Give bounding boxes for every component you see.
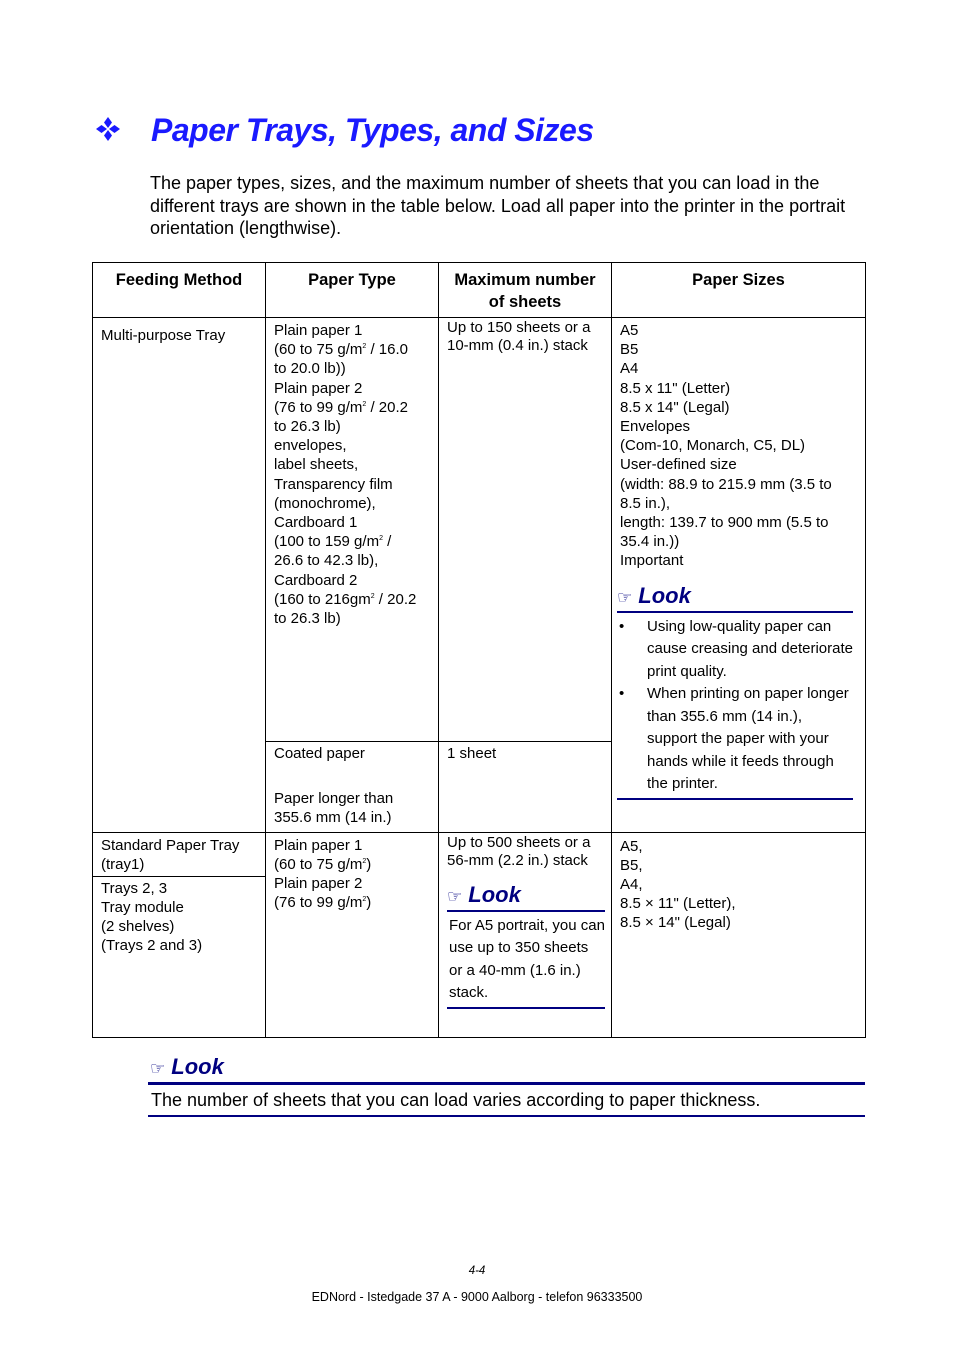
type-line: Plain paper 1 [274, 322, 363, 339]
look-body [447, 912, 605, 1009]
cell-feeding-std [93, 832, 266, 1037]
look-heading [447, 882, 605, 912]
feeding-line: (2 shelves) [101, 918, 175, 936]
look-label: Look [638, 582, 691, 608]
size-line: B5 [620, 341, 639, 359]
pointing-hand-icon: ☞ [150, 1059, 166, 1078]
sheets-coated-text: 1 sheet [447, 745, 497, 762]
type-line: (76 to 99 $g/m^2$) [274, 894, 372, 912]
type-line: Plain paper 1 [274, 836, 363, 854]
size-line: Important [620, 552, 684, 570]
cell-types-coated [266, 742, 439, 833]
table-header-row [93, 263, 866, 318]
type-line: Plain paper 2 [274, 875, 363, 893]
size-line: User-defined size [620, 456, 737, 474]
type-line: (60 to 75 $g/m^2 / 16.0$ [274, 341, 408, 359]
size-line: A4 [620, 360, 639, 378]
cell-types-mpt [266, 318, 439, 742]
size-line: 8.5 x 11" (Letter) [620, 379, 731, 397]
look-label: Look [171, 1054, 224, 1079]
table-row [93, 832, 866, 1037]
type-line: label sheets, [274, 456, 359, 474]
type-line: Coated paper [274, 745, 365, 762]
header-max-sheets: Maximum number of sheets [439, 263, 612, 318]
look-body [617, 613, 853, 800]
feeding-line: (Trays 2 and 3) [101, 937, 203, 955]
look-note-bottom [148, 1054, 865, 1117]
type-line: (100 to 159 $g/m^2$ / [274, 533, 392, 551]
size-line: A5, [620, 837, 643, 855]
type-line: (76 to 99 $g/m^2 / 20.2$ [274, 398, 408, 416]
type-line: Plain paper 2 [274, 379, 363, 397]
cell-sheets-mpt [439, 318, 612, 742]
type-line: (60 to 75 $g/m^2$) [274, 855, 372, 873]
size-line: (width: 88.9 to 215.9 mm (3.5 to [620, 475, 832, 493]
size-line: A5 [620, 322, 639, 339]
type-line: Cardboard 1 [274, 514, 358, 532]
page-title-text: Paper Trays, Types, and Sizes [151, 112, 594, 148]
type-line: 26.6 to 42.3 lb), [274, 552, 379, 570]
bullet-text: When printing on paper longer than 355.6 mm (14 in.), support the paper with your hands while it feeds through the printer. [647, 685, 849, 793]
bullet-text: Using low-quality paper can cause creasing and deteriorate print quality. [647, 617, 853, 680]
page-number-text: 4-4 [468, 1265, 486, 1277]
paper-trays-table [92, 262, 866, 1038]
type-line: (monochrome), [274, 494, 376, 512]
feeding-std-tray1 [93, 833, 265, 876]
size-line: length: 139.7 to 900 mm (5.5 to [620, 514, 829, 532]
type-line: (160 to $216gm^2 / 20.2$ [274, 590, 417, 608]
look-heading [617, 583, 853, 613]
type-line: Cardboard 2 [274, 571, 358, 589]
list-item [617, 616, 853, 684]
pointing-hand-icon: ☞ [617, 587, 633, 607]
type-line: envelopes, [274, 437, 347, 455]
size-line: 8.5 × 14" (Legal) [620, 914, 731, 932]
size-line: B5, [620, 856, 643, 874]
cell-sheets-coated [439, 742, 612, 833]
pointing-hand-icon: ☞ [447, 886, 463, 906]
look-note-mpt [617, 583, 853, 800]
type-line: Transparency film [274, 475, 393, 493]
look-note-std [447, 882, 605, 1009]
intro-paragraph: The paper types, sizes, and the maximum number of sheets that you can load in the different trays are shown in the table below. Load all paper into the printer in the portrait orientation (lengthwise). [150, 173, 846, 238]
footer: EDNord - Istedgade 37 A - 9000 Aalborg - telefon 96333500 [311, 1290, 643, 1304]
list-item [617, 683, 853, 796]
look-label: Look [468, 881, 521, 907]
type-line: Paper longer than 355.6 mm (14 in.) [274, 790, 394, 827]
cell-sizes-std [612, 832, 866, 1037]
size-line: 8.5 in.), [620, 494, 671, 512]
look-body: The number of sheets that you can load varies according to paper thickness. [148, 1085, 865, 1117]
cell-feeding-mpt [93, 318, 266, 833]
size-line: 8.5 × 11" (Letter), [620, 895, 736, 913]
type-line: to 20.0 lb)) [274, 360, 346, 378]
table-row [93, 318, 866, 742]
size-line: 35.4 in.)) [620, 533, 680, 551]
page-number [0, 1265, 954, 1277]
size-line: (Com-10, Monarch, C5, DL) [620, 437, 806, 455]
bullet-icon: • [619, 685, 625, 703]
look-heading [148, 1054, 865, 1085]
diamond-cluster-icon [95, 116, 121, 142]
bullet-icon: • [619, 617, 625, 635]
look-text: For A5 portrait, you can use up to 350 sheets or a 40-mm (1.6 in.) stack. [449, 916, 605, 1002]
header-paper-type: Paper Type [266, 263, 439, 318]
type-line: to 26.3 lb) [274, 610, 341, 628]
feeding-trays-2-3 [93, 876, 265, 960]
size-line: 8.5 x 14" (Legal) [620, 398, 730, 416]
cell-sheets-std [439, 832, 612, 1037]
cell-sizes-mpt [612, 318, 866, 833]
size-line: Envelopes [620, 418, 691, 436]
feeding-line: Trays 2, 3 [101, 879, 168, 897]
cell-types-std [266, 832, 439, 1037]
page-title [95, 112, 594, 149]
header-feeding-method: Feeding Method [93, 263, 266, 318]
size-line: A4, [620, 876, 643, 894]
header-paper-sizes: Paper Sizes [612, 263, 866, 318]
feeding-line: Tray module [101, 898, 184, 916]
feeding-std-text: Standard Paper Tray (tray1) [101, 836, 240, 873]
feeding-mpt-text: Multi-purpose Tray [101, 327, 226, 344]
type-line: to 26.3 lb) [274, 418, 341, 436]
sheets-mpt-text: Up to 150 sheets or a 10-mm (0.4 in.) stack [447, 319, 591, 354]
sheets-std-text: Up to 500 sheets or a 56-mm (2.2 in.) stack [447, 833, 591, 869]
